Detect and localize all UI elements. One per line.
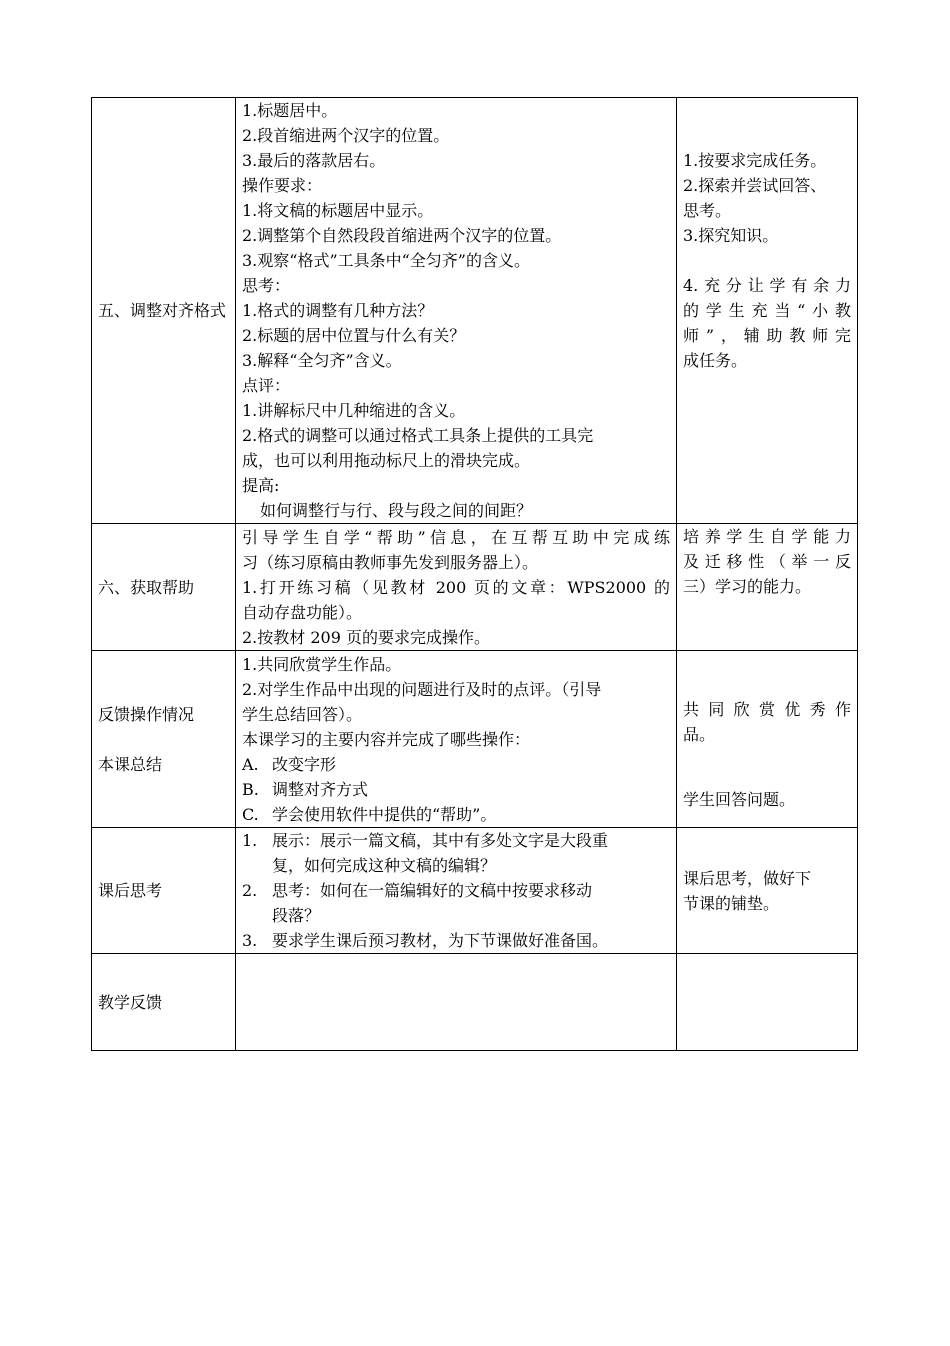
- content-cell: [236, 524, 677, 651]
- content-line: 3.最后的落款居右。: [242, 151, 386, 170]
- student-line: 节课的铺垫。: [683, 893, 780, 913]
- stage-cell: [92, 524, 236, 651]
- content-line: 1.将文稿的标题居中显示。: [242, 201, 434, 220]
- student-line: 三）学习的能力。: [683, 577, 812, 596]
- content-line: 2.按教材 209 页的要求完成操作。: [242, 627, 490, 647]
- list-text: 思考：如何在一篇编辑好的文稿中按要求移动: [272, 881, 593, 900]
- list-text: 要求学生课后预习教材，为下节课做好准备国。: [272, 931, 609, 950]
- list-item: [242, 928, 670, 953]
- content-line: 自动存盘功能）。: [242, 602, 363, 622]
- list-marker: 1.: [242, 831, 258, 850]
- student-line: 学生回答问题。: [683, 790, 796, 809]
- list-item: [242, 752, 670, 777]
- content-line: 1.共同欣赏学生作品。: [242, 654, 402, 674]
- stage-label: 六、获取帮助: [98, 577, 195, 597]
- student-line: 师”，辅助教师完: [683, 326, 851, 345]
- spacer: [98, 727, 229, 752]
- list-marker: 3.: [242, 931, 258, 950]
- content-line: 1.打开练习稿（见教材 200 页的文章：WPS2000 的: [242, 577, 670, 597]
- stage-label: 课后思考: [98, 881, 163, 900]
- student-activity-cell: [677, 954, 858, 1051]
- stage-cell: [92, 828, 236, 954]
- student-activity-cell: [677, 828, 858, 954]
- content-cell: [236, 828, 677, 954]
- list-marker: 2.: [242, 881, 258, 900]
- stage-label: 本课总结: [98, 754, 163, 774]
- stage-cell: [92, 954, 236, 1051]
- table-row: [92, 954, 858, 1051]
- content-line: 成，也可以利用拖动标尺上的滑块完成。: [242, 451, 531, 470]
- content-line: 提高:: [242, 476, 280, 495]
- list-text: 改变字形: [272, 754, 337, 774]
- list-text: 展示：展示一篇文稿，其中有多处文字是大段重: [272, 831, 609, 850]
- student-line: 品。: [683, 725, 716, 744]
- student-line: 及迁移性（举一反: [683, 552, 851, 571]
- spacer: [683, 248, 851, 273]
- table-row: [92, 524, 858, 651]
- content-line: 2.格式的调整可以通过格式工具条上提供的工具完: [242, 426, 594, 445]
- student-activity-cell: [677, 524, 858, 651]
- student-line: 4.充分让学有余力: [683, 276, 851, 295]
- list-marker: B.: [242, 779, 259, 799]
- content-line: 2.段首缩进两个汉字的位置。: [242, 126, 450, 145]
- student-line: 课后思考，做好下: [683, 868, 812, 888]
- stage-label: 教学反馈: [98, 992, 163, 1012]
- content-line: 3.观察“格式”工具条中“全匀齐”的含义。: [242, 251, 530, 270]
- list-marker: C.: [242, 804, 259, 824]
- student-line: 3.探究知识。: [683, 226, 779, 245]
- list-text: 段落？: [272, 906, 321, 925]
- content-line: 2.标题的居中位置与什么有关？: [242, 326, 466, 345]
- student-line: 共同欣赏优秀作: [683, 700, 851, 719]
- student-line: 培养学生自学能力: [683, 527, 851, 546]
- student-line: 成任务。: [683, 351, 748, 370]
- content-cell: [236, 954, 677, 1051]
- stage-label: 五、调整对齐格式: [98, 301, 227, 320]
- content-line: 思考：: [242, 276, 291, 295]
- stage-label: 反馈操作情况: [98, 704, 195, 724]
- table-row: [92, 98, 858, 524]
- content-line: 1.标题居中。: [242, 101, 338, 120]
- table-row: [92, 828, 858, 954]
- content-cell: [236, 651, 677, 828]
- content-line: 引导学生自学“帮助”信息，在互帮互助中完成练: [242, 527, 670, 547]
- stage-cell: [92, 98, 236, 524]
- list-item: [242, 878, 670, 903]
- student-line: 思考。: [683, 201, 732, 220]
- content-cell: [236, 98, 677, 524]
- student-line: 1.按要求完成任务。: [683, 151, 827, 170]
- content-line: 3.解释“全匀齐”含义。: [242, 351, 402, 370]
- table-row: [92, 651, 858, 828]
- stage-cell: [92, 651, 236, 828]
- spacer: [683, 747, 851, 772]
- content-line: 2.对学生作品中出现的问题进行及时的点评。（引导: [242, 679, 602, 699]
- content-line: 1.格式的调整有几种方法？: [242, 301, 434, 320]
- content-line: 学生总结回答）。: [242, 704, 363, 724]
- list-text: 复，如何完成这种文稿的编辑？: [272, 856, 497, 875]
- content-line: 习（练习原稿由教师事先发到服务器上）。: [242, 552, 539, 572]
- content-line: 点评：: [242, 376, 291, 395]
- list-item: [242, 828, 670, 853]
- list-item: [242, 802, 670, 827]
- content-line: 如何调整行与行、段与段之间的间距？: [260, 501, 533, 520]
- student-activity-cell: [677, 651, 858, 828]
- list-text: 调整对齐方式: [272, 779, 369, 799]
- content-line: 本课学习的主要内容并完成了哪些操作：: [242, 729, 531, 749]
- list-marker: A.: [242, 754, 259, 774]
- content-line: 2.调整第个自然段段首缩进两个汉字的位置。: [242, 226, 562, 245]
- student-activity-cell: [677, 98, 858, 524]
- student-line: 2.探索并尝试回答、: [683, 176, 827, 195]
- lesson-plan-table: [91, 97, 858, 1051]
- spacer: [683, 772, 851, 787]
- student-line: 的学生充当“小教: [683, 301, 851, 320]
- list-item: [242, 777, 670, 802]
- list-text: 学会使用软件中提供的“帮助”。: [272, 804, 497, 824]
- content-line: 1.讲解标尺中几种缩进的含义。: [242, 401, 466, 420]
- content-line: 操作要求：: [242, 176, 323, 195]
